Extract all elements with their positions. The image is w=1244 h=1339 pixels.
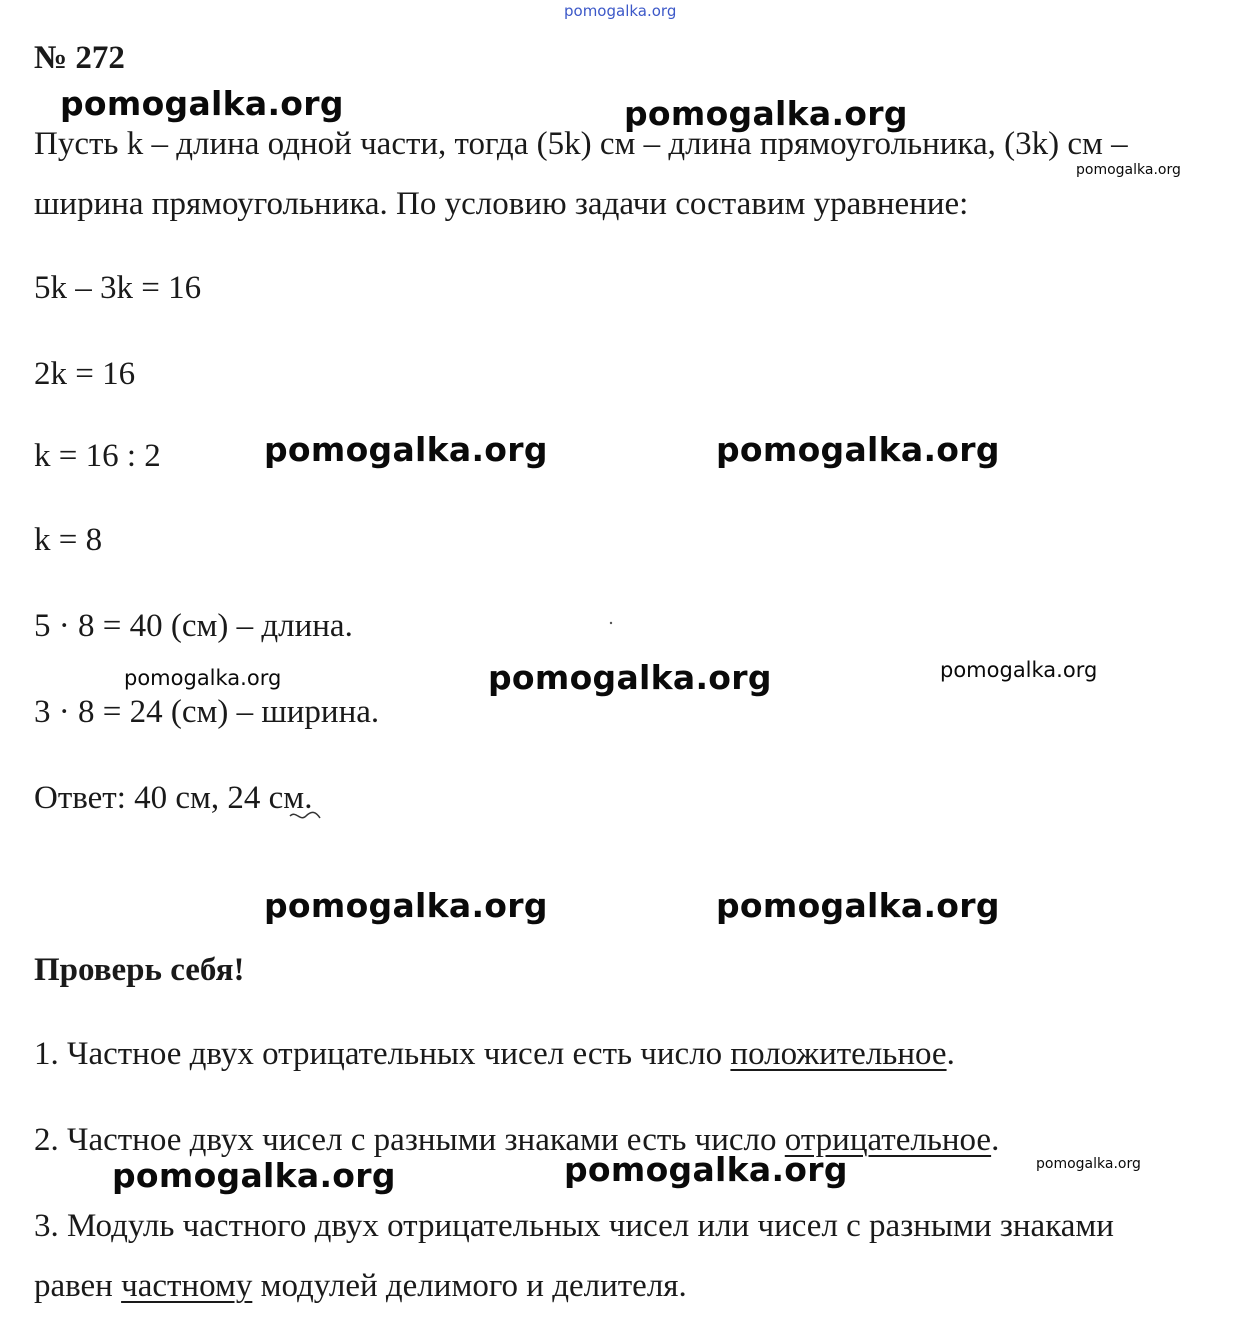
check-item-answer: положительное [730,1036,947,1072]
watermark: pomogalka.org [716,886,1000,925]
check-item-1 [34,1034,955,1074]
equation-step: k = 16 : 2 [34,438,161,474]
solution-intro-line1: Пусть k – длина одной части, тогда (5k) см – длина прямоугольника, (3k) см – [34,126,1128,162]
watermark: pomogalka.org [264,430,548,469]
watermark: pomogalka.org [1076,162,1181,178]
stray-dot [608,620,614,626]
equation-step: 3 · 8 = 24 (см) – ширина. [34,694,380,730]
check-item-3-line1: 3. Модуль частного двух отрицательных чисел или чисел с разными знаками [34,1208,1114,1244]
watermark-top: pomogalka.org [564,2,677,20]
check-item-text: 1. Частное двух отрицательных чисел есть число [34,1036,731,1072]
equation-step: 5k – 3k = 16 [34,270,202,306]
check-item-text: равен [34,1268,122,1304]
problem-number: № 272 [34,40,125,76]
check-item-text: . [991,1122,1000,1158]
check-item-text: . [946,1036,955,1072]
check-item-answer: отрицательное [784,1122,992,1158]
watermark: pomogalka.org [264,886,548,925]
watermark: pomogalka.org [940,658,1098,682]
check-item-text: модулей делимого и делителя. [252,1268,687,1304]
check-item-text: 2. Частное двух чисел с разными знаками есть число [34,1122,785,1158]
equation-step: k = 8 [34,522,103,558]
watermark: pomogalka.org [60,84,344,123]
watermark: pomogalka.org [112,1156,396,1195]
check-title: Проверь себя! [34,952,245,988]
watermark: pomogalka.org [624,94,908,133]
watermark: pomogalka.org [564,1150,848,1189]
handwritten-squiggle [288,810,322,822]
watermark: pomogalka.org [716,430,1000,469]
check-item-answer: частному [121,1268,253,1304]
solution-intro-line2: ширина прямоугольника. По условию задачи составим уравнение: [34,186,969,222]
watermark: pomogalka.org [1036,1156,1141,1172]
equation-step: 5 · 8 = 40 (см) – длина. [34,608,353,644]
answer: Ответ: 40 см, 24 см. [34,780,313,816]
check-item-2 [34,1120,999,1160]
watermark: pomogalka.org [488,658,772,697]
check-item-3-line2 [34,1266,687,1306]
equation-step: 2k = 16 [34,356,136,392]
watermark: pomogalka.org [124,666,282,690]
